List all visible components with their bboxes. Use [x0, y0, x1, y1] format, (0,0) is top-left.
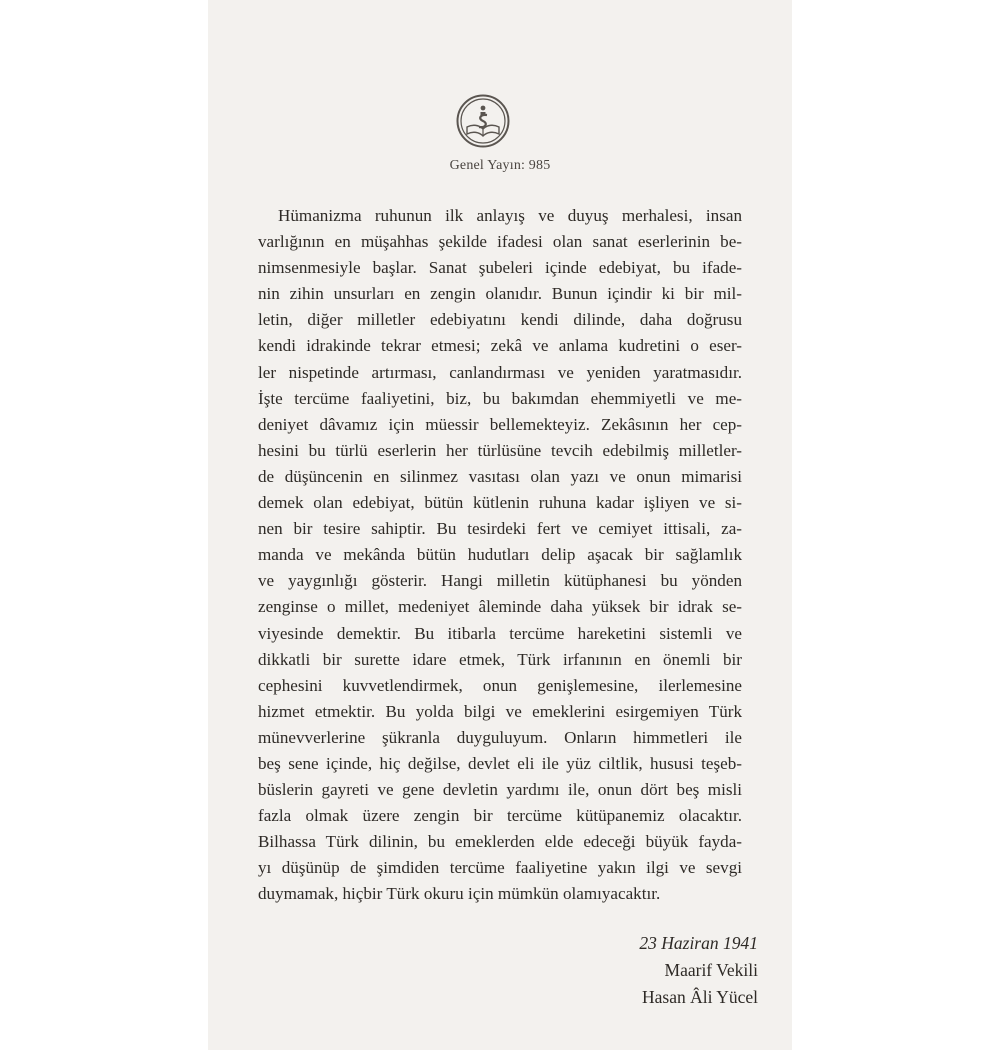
text-line: ve yaygınlığı gösterir. Hangi milletin kütüphanesi bu yönden: [258, 571, 742, 591]
ministry-of-education-seal-icon: [456, 94, 510, 148]
preface-text: [258, 203, 742, 908]
series-number: Genel Yayın: 985: [449, 158, 551, 173]
text-line: Bilhassa Türk dilinin, bu emeklerden elde edeceği büyük fayda-: [258, 832, 742, 852]
signature-name: Hasan Âli Yücel: [642, 987, 758, 1007]
text-line: nen bir tesire sahiptir. Bu tesirdeki fert ve cemiyet ittisali, za-: [258, 519, 742, 539]
text-line: fazla olmak üzere zengin bir tercüme kütüpanemiz olacaktır.: [258, 806, 742, 826]
signature-block: [639, 930, 758, 1011]
text-line: yı düşünüp de şimdiden tercüme faaliyetine yakın ilgi ve sevgi: [258, 858, 742, 878]
text-line: varlığının en müşahhas şekilde ifadesi olan sanat eserlerinin be-: [258, 232, 742, 252]
text-line: cephesini kuvvetlendirmek, onun genişlemesine, ilerlemesine: [258, 675, 742, 695]
text-line: dikkatli bir surette idare etmek, Türk irfanının en önemli bir: [258, 649, 742, 669]
text-line: letin, diğer milletler edebiyatını kendi dilinde, daha doğrusu: [258, 310, 742, 330]
signature-date: 23 Haziran 1941: [639, 933, 758, 953]
text-line: nimsenmesiyle başlar. Sanat şubeleri içinde edebiyat, bu ifade-: [258, 258, 742, 278]
text-line: zenginse o millet, medeniyet âleminde daha yüksek bir idrak se-: [258, 597, 742, 617]
text-line: duymamak, hiçbir Türk okuru için mümkün olamıyacaktır.: [258, 884, 661, 904]
text-line: İşte tercüme faaliyetini, biz, bu bakımdan ehemmiyetli ve me-: [258, 388, 742, 408]
text-line: ler nispetinde artırması, canlandırması ve yeniden yaratmasıdır.: [258, 362, 742, 382]
text-line: münevverlerine şükranla duyguluyum. Onların himmetleri ile: [258, 727, 742, 747]
text-line: deniyet dâvamız için müessir bellemekteyiz. Zekâsının her cep-: [258, 414, 742, 434]
text-line: de düşüncenin en silinmez vasıtası olan yazı ve onun mimarisi: [258, 466, 742, 486]
text-line: hesini bu türlü eserlerin her türlüsüne tevcih edebilmiş milletler-: [258, 440, 742, 460]
text-line: demek olan edebiyat, bütün kütlenin ruhuna kadar işliyen ve si-: [258, 493, 742, 513]
signature-title: Maarif Vekili: [664, 960, 758, 980]
text-line: hizmet etmektir. Bu yolda bilgi ve emeklerini esirgemiyen Türk: [258, 701, 742, 721]
text-line: viyesinde demektir. Bu itibarla tercüme hareketini sistemli ve: [258, 623, 742, 643]
text-line: kendi idrakinde tekrar etmesi; zekâ ve anlama kudretini o eser-: [258, 336, 742, 356]
text-line: büslerin gayreti ve gene devletin yardımı ile, onun dört beş misli: [258, 780, 742, 800]
text-line: nin zihin unsurları en zengin olanıdır. Bunun içindir ki bir mil-: [258, 284, 742, 304]
text-line: beş sene içinde, hiç değilse, devlet eli ile yüz ciltlik, hususi teşeb-: [258, 753, 742, 773]
text-line: Hümanizma ruhunun ilk anlayış ve duyuş merhalesi, insan: [278, 206, 742, 225]
text-line: manda ve mekânda bütün hudutları delip aşacak bir sağlamlık: [258, 545, 742, 565]
book-page: [208, 0, 792, 1050]
